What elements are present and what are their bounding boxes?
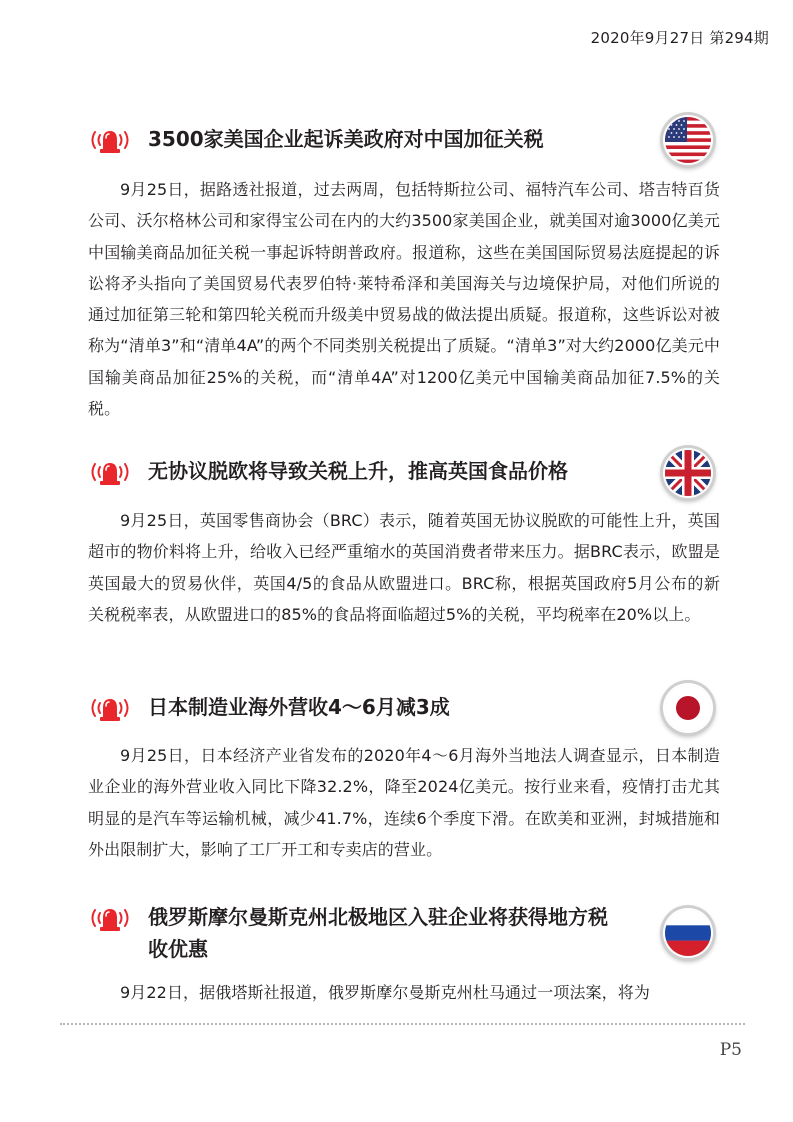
article-title-row <box>88 123 720 157</box>
alarm-icon <box>88 458 132 488</box>
alarm-icon <box>88 904 132 934</box>
footer-divider <box>60 1023 745 1025</box>
article-title-row <box>88 691 720 725</box>
uk-flag-icon <box>665 450 711 496</box>
article-title-row <box>88 901 720 963</box>
article-us-tariff-lawsuit <box>88 123 720 424</box>
page-number: P5 <box>719 1040 742 1060</box>
article-title-row <box>88 455 720 489</box>
article-body: 9月25日，日本经济产业省发布的2020年4～6月海外当地法人调查显示，日本制造业企业的海外营业收入同比下降32.2%，降至2024亿美元。按行业来看，疫情打击尤其明显的是汽车等运输机械，减少41.7%，连续6个季度下滑。在欧美和亚洲，封城措施和外出限制扩大，影响了工厂开工和专卖店的营业。 <box>88 746 720 859</box>
alarm-icon <box>88 126 132 156</box>
article-body: 9月25日，据路透社报道，过去两周，包括特斯拉公司、福特汽车公司、塔吉特百货公司、沃尔格林公司和家得宝公司在内的大约3500家美国企业，就美国对逾3000亿美元中国输美商品加征关税一事起诉特朗普政府。报道称，这些在美国国际贸易法庭提起的诉讼将矛头指向了美国贸易代表罗伯特·莱特希泽和美国海关与边境保护局，对他们所说的通过加征第三轮和第四轮关税而升级美中贸易战的做法提出质疑。报道称，这些诉讼对被称为“清单3”和“清单4A”的两个不同类别关税提出了质疑。“清单3”对大约2000亿美元中国输美商品加征25%的关税，而“清单4A”对1200亿美元中国输美商品加征7.5%的关税。 <box>88 180 720 419</box>
alarm-icon <box>88 694 132 724</box>
article-title: 日本制造业海外营收4～6月减3成 <box>148 695 450 719</box>
article-body: 9月22日，据俄塔斯社报道，俄罗斯摩尔曼斯克州杜马通过一项法案，将为 <box>120 983 650 1002</box>
issue-date: 2020年9月27日 第294期 <box>590 29 769 47</box>
article-title: 俄罗斯摩尔曼斯克州北极地区入驻企业将获得地方税收优惠 <box>148 905 608 961</box>
article-uk-brexit-food <box>88 455 720 630</box>
us-flag-icon <box>665 117 711 163</box>
article-title: 无协议脱欧将导致关税上升，推高英国食品价格 <box>148 459 568 483</box>
article-japan-manufacturing <box>88 691 720 865</box>
russia-flag-icon <box>665 910 711 956</box>
article-body: 9月25日，英国零售商协会（BRC）表示，随着英国无协议脱欧的可能性上升，英国超市的物价料将上升，给收入已经严重缩水的英国消费者带来压力。据BRC表示，欧盟是英国最大的贸易伙伴，英国4/5的食品从欧盟进口。BRC称，根据英国政府5月公布的新关税税率表，从欧盟进口的85%的食品将面临超过5%的关税，平均税率在20%以上。 <box>88 511 720 624</box>
japan-flag-icon <box>665 685 711 731</box>
article-russia-arctic-tax <box>88 901 720 1008</box>
article-title: 3500家美国企业起诉美政府对中国加征关税 <box>148 127 544 151</box>
